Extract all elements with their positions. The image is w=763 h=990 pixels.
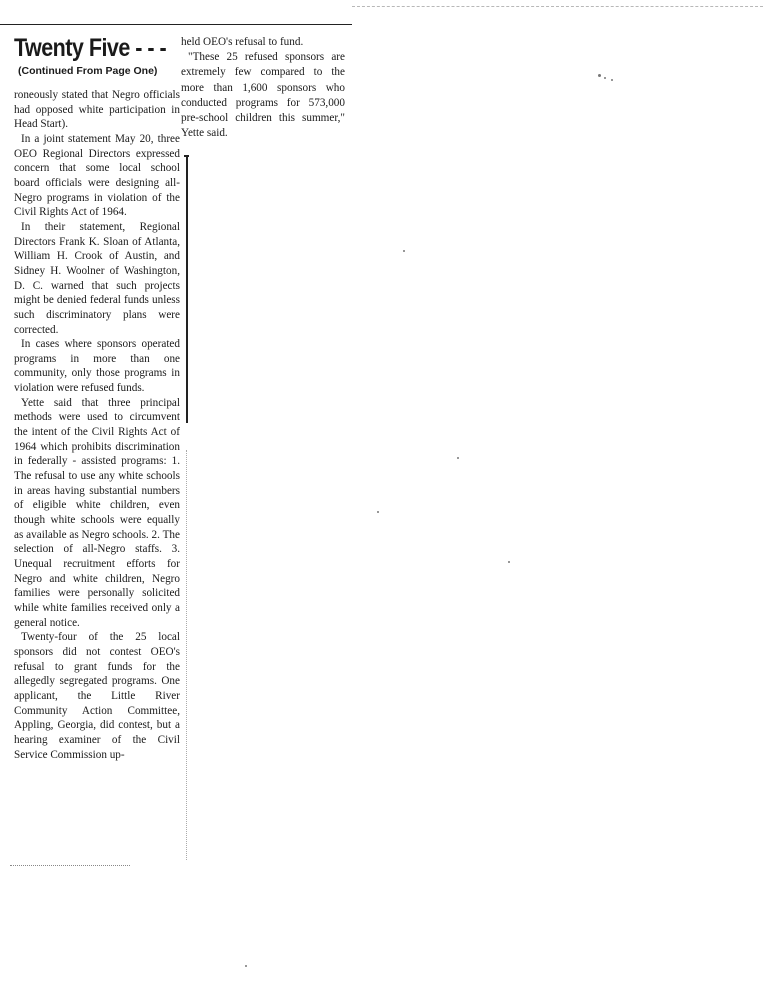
scan-speck bbox=[457, 457, 459, 459]
scan-speck bbox=[403, 250, 405, 252]
scan-dotted-trail bbox=[10, 865, 130, 866]
article-paragraph: In their statement, Regional Directors Frank K. Sloan of Atlanta, William H. Crook of Austin, and Sidney H. Woolner of Washington, D. C. warned that such projects might be denied federal funds unless such discriminatory plans were corrected. bbox=[14, 220, 180, 336]
article-paragraph: roneously stated that Negro officials had opposed white participation in Head Start). bbox=[14, 89, 180, 131]
article-paragraph: Yette said that three principal methods were used to circumvent the intent of the Civil Rights Act of 1964 which prohibits discrimination in federally - assisted programs: 1. The refusal to use any white schools in areas having substantial numbers of eligible white children, even though white schools were equally as available as Negro schools. 2. The selection of all-Negro staffs. 3. Unequal recruitment efforts for Negro and white children, Negro families were personally solicited while white families received only a general notice. bbox=[14, 396, 180, 629]
article-headline: Twenty Five - - - bbox=[14, 34, 167, 62]
continuation-note: (Continued From Page One) bbox=[18, 65, 158, 77]
scan-speck bbox=[611, 79, 613, 81]
article-right-column bbox=[181, 35, 345, 141]
scan-speck bbox=[377, 511, 379, 513]
scan-speck bbox=[245, 965, 247, 967]
top-column-rule bbox=[0, 24, 352, 25]
article-paragraph: In cases where sponsors operated programs in more than one community, only those programs in violation were refused funds. bbox=[14, 338, 180, 395]
article-paragraph: held OEO's refusal to fund. bbox=[181, 36, 304, 48]
article-left-column bbox=[14, 34, 180, 762]
article-paragraph: "These 25 refused sponsors are extremely few compared to the more than 1,600 sponsors who conducted programs for 573,000 pre-school children this summer," Yette said. bbox=[181, 51, 345, 140]
scan-speck bbox=[508, 561, 510, 563]
article-paragraph: Twenty-four of the 25 local sponsors did not contest OEO's refusal to grant funds for the allegedly segregated programs. One applicant, the Little River Community Action Committee, Appling, Georgia, did contest, but a hearing examiner of the Civil Service Commission up- bbox=[14, 631, 180, 761]
scan-speck bbox=[604, 77, 606, 79]
scan-noise-trail bbox=[182, 450, 187, 860]
scan-edge-line bbox=[352, 6, 763, 7]
column-divider-rule bbox=[186, 155, 188, 423]
scan-speck bbox=[598, 74, 601, 77]
article-paragraph: In a joint statement May 20, three OEO Regional Directors expressed concern that some local school board officials were designing all-Negro programs in violation of the Civil Rights Act of 1964. bbox=[14, 132, 180, 219]
